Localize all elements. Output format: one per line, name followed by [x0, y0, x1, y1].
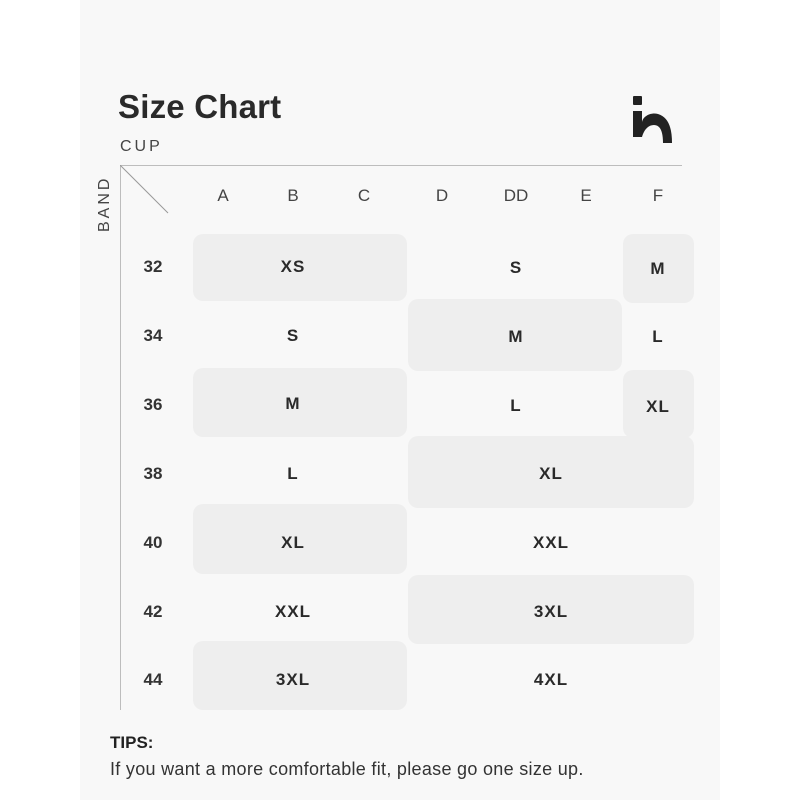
cup-axis-label: CUP: [120, 138, 163, 155]
size-38-ddef: XL: [539, 464, 563, 483]
size-40-ddef: XXL: [532, 533, 570, 552]
corner-diagonal: [120, 165, 170, 215]
header-divider: [120, 165, 682, 166]
band-axis-label: BAND: [96, 175, 113, 232]
tips-text: If you want a more comfortable fit, please go one size up.: [110, 759, 584, 779]
band-divider: [120, 165, 121, 710]
size-34-abc: S: [286, 326, 300, 345]
page-title: Size Chart: [118, 88, 282, 125]
size-40-abc: XL: [281, 533, 305, 552]
size-44-abc: 3XL: [275, 670, 311, 689]
cup-header-f: F: [652, 186, 664, 205]
band-40: 40: [143, 533, 163, 552]
size-34-ddde: M: [508, 327, 524, 346]
size-36-ddde: L: [510, 396, 522, 415]
size-32-abc: XS: [280, 257, 306, 276]
size-36-abc: M: [285, 394, 301, 413]
size-32-ddde: S: [509, 258, 523, 277]
cup-header-d: D: [435, 186, 449, 205]
size-36-f: XL: [646, 397, 670, 416]
size-42-ddef: 3XL: [533, 602, 569, 621]
cup-header-e: E: [580, 186, 592, 205]
tips-title: TIPS:: [110, 733, 154, 752]
band-42: 42: [143, 602, 163, 621]
band-34: 34: [143, 326, 163, 345]
brand-logo-icon: [630, 95, 676, 145]
band-44: 44: [143, 670, 163, 689]
band-36: 36: [143, 395, 163, 414]
cup-header-dd: DD: [503, 186, 529, 205]
size-34-f: L: [652, 327, 664, 346]
cup-header-b: B: [287, 186, 299, 205]
band-32: 32: [143, 257, 163, 276]
size-38-abc: L: [287, 464, 299, 483]
size-42-abc: XXL: [274, 602, 312, 621]
cup-header-a: A: [217, 186, 229, 205]
cup-header-c: C: [357, 186, 371, 205]
band-38: 38: [143, 464, 163, 483]
size-44-ddef: 4XL: [533, 670, 569, 689]
size-32-f: M: [650, 259, 666, 278]
